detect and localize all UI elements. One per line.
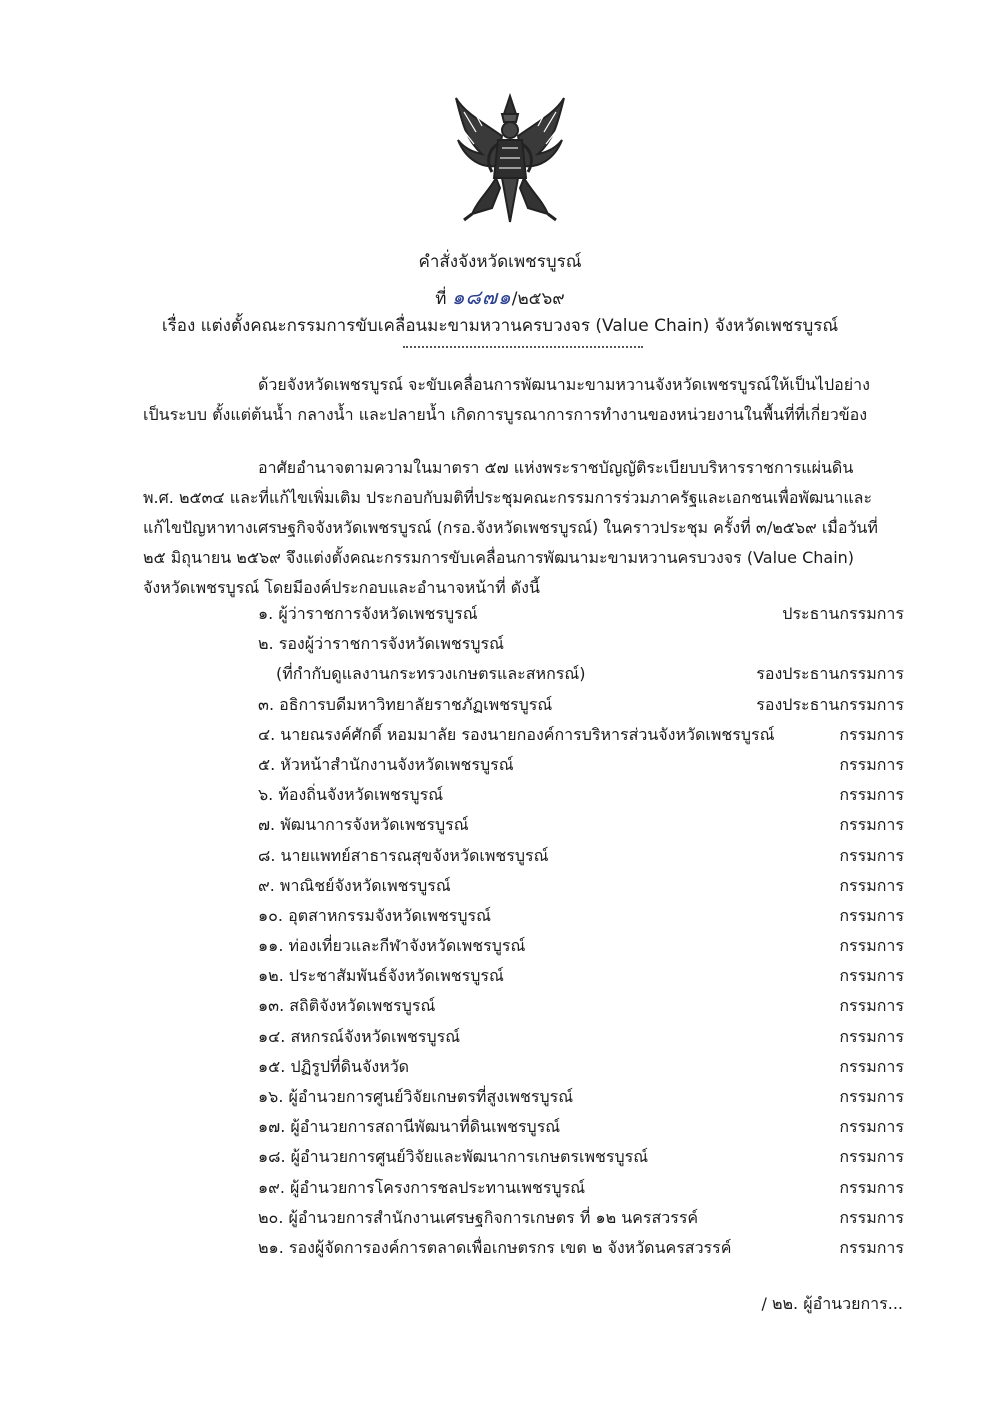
member-role: กรรมการ (839, 724, 904, 744)
member-row (258, 629, 904, 659)
member-role: กรรมการ (839, 936, 904, 956)
member-name: ๑๙. ผู้อำนวยการโครงการชลประทานเพชรบูรณ์ (258, 1177, 586, 1197)
member-role: กรรมการ (839, 1237, 904, 1257)
member-role: กรรมการ (839, 845, 904, 865)
member-row (258, 690, 904, 720)
paragraph-line: แก้ไขปัญหาทางเศรษฐกิจจังหวัดเพชรบูรณ์ (กรอ.จังหวัดเพชรบูรณ์) ในคราวประชุม ครั้งที่ ๓/๒๕๖๙ เมื่อวันที่ (143, 518, 878, 537)
member-row (258, 720, 904, 750)
order-title: คำสั่งจังหวัดเพชรบูรณ์ (418, 252, 582, 272)
member-role: กรรมการ (839, 966, 904, 986)
member-row (258, 1173, 904, 1203)
member-name: ๒๐. ผู้อำนวยการสำนักงานเศรษฐกิจการเกษตร ที่ ๑๒ นครสวรรค์ (258, 1207, 699, 1227)
paragraph-authority (143, 453, 903, 603)
member-row (258, 1142, 904, 1172)
member-row (258, 659, 904, 689)
member-role: รองประธานกรรมการ (756, 664, 904, 684)
member-name: ๑๕. ปฏิรูปที่ดินจังหวัด (258, 1056, 410, 1076)
member-row (258, 991, 904, 1021)
member-role: กรรมการ (839, 996, 904, 1016)
member-name: ๘. นายแพทย์สาธารณสุขจังหวัดเพชรบูรณ์ (258, 845, 549, 865)
member-role: กรรมการ (839, 754, 904, 774)
order-number-handwritten: ๑๘๗๑ (451, 285, 512, 309)
paragraph-line: ๒๕ มิถุนายน ๒๕๖๙ จึงแต่งตั้งคณะกรรมการขับเคลื่อนการพัฒนามะขามหวานครบวงจร (Value Chain) (143, 548, 855, 567)
member-name: ๗. พัฒนาการจังหวัดเพชรบูรณ์ (258, 815, 469, 835)
member-row (258, 841, 904, 871)
member-row (258, 931, 904, 961)
member-role: กรรมการ (839, 1207, 904, 1227)
member-name: ๑๖. ผู้อำนวยการศูนย์วิจัยเกษตรที่สูงเพชรบูรณ์ (258, 1087, 574, 1106)
member-row (258, 1052, 904, 1082)
member-name: ๓. อธิการบดีมหาวิทยาลัยราชภัฏเพชรบูรณ์ (258, 694, 553, 714)
member-name: ๑๗. ผู้อำนวยการสถานีพัฒนาที่ดินเพชรบูรณ์ (258, 1117, 561, 1137)
paragraph-line: เป็นระบบ ตั้งแต่ต้นน้ำ กลางน้ำ และปลายน้ำ เกิดการบูรณาการการทำงานของหน่วยงานในพื้นที่ที่เกี่ยวข้อง (143, 405, 868, 424)
member-name: ๒๑. รองผู้จัดการองค์การตลาดเพื่อเกษตรกร เขต ๒ จังหวัดนครสวรรค์ (258, 1237, 732, 1257)
paragraph-line: จังหวัดเพชรบูรณ์ โดยมีองค์ประกอบและอำนาจหน้าที่ ดังนี้ (143, 578, 540, 597)
paragraph-line: อาศัยอำนาจตามความในมาตรา ๕๗ แห่งพระราชบัญญัติระเบียบบริหารราชการแผ่นดิน (258, 458, 854, 477)
member-role: กรรมการ (839, 785, 904, 805)
member-name: ๑๑. ท่องเที่ยวและกีฬาจังหวัดเพชรบูรณ์ (258, 936, 526, 956)
order-subject: เรื่อง แต่งตั้งคณะกรรมการขับเคลื่อนมะขามหวานครบวงจร (Value Chain) จังหวัดเพชรบูรณ์ (161, 316, 839, 336)
member-role: กรรมการ (839, 905, 904, 925)
member-role: กรรมการ (839, 815, 904, 835)
member-name: ๑. ผู้ว่าราชการจังหวัดเพชรบูรณ์ (258, 604, 478, 623)
member-row (258, 1112, 904, 1142)
member-row (258, 599, 904, 629)
member-row (258, 1203, 904, 1233)
member-role: รองประธานกรรมการ (756, 694, 904, 714)
order-number-prefix: ที่ (435, 289, 447, 309)
member-row (258, 1022, 904, 1052)
member-role: กรรมการ (839, 1026, 904, 1046)
member-role: กรรมการ (839, 1177, 904, 1197)
member-row (258, 1082, 904, 1112)
paragraph-line: ด้วยจังหวัดเพชรบูรณ์ จะขับเคลื่อนการพัฒนามะขามหวานจังหวัดเพชรบูรณ์ให้เป็นไปอย่าง (258, 375, 870, 394)
member-role: กรรมการ (839, 875, 904, 895)
garuda-emblem-icon (452, 92, 568, 226)
order-number-year: /๒๕๖๙ (511, 289, 565, 309)
member-role: กรรมการ (839, 1117, 904, 1137)
member-name: ๑๘. ผู้อำนวยการศูนย์วิจัยและพัฒนาการเกษตรเพชรบูรณ์ (258, 1147, 649, 1167)
member-list (258, 599, 904, 1263)
member-role: กรรมการ (839, 1147, 904, 1167)
member-row (258, 871, 904, 901)
continued-marker: / ๒๒. ผู้อำนวยการ... (761, 1294, 903, 1313)
member-role: กรรมการ (839, 1056, 904, 1076)
member-name: (ที่กำกับดูแลงานกระทรวงเกษตรและสหกรณ์) (276, 664, 586, 684)
member-name: ๕. หัวหน้าสำนักงานจังหวัดเพชรบูรณ์ (258, 754, 514, 774)
member-row (258, 810, 904, 840)
member-name: ๒. รองผู้ว่าราชการจังหวัดเพชรบูรณ์ (258, 634, 504, 654)
member-name: ๙. พาณิชย์จังหวัดเพชรบูรณ์ (258, 875, 451, 895)
member-role: ประธานกรรมการ (782, 604, 904, 623)
member-row (258, 961, 904, 991)
member-role: กรรมการ (839, 1087, 904, 1106)
member-row (258, 750, 904, 780)
member-name: ๑๒. ประชาสัมพันธ์จังหวัดเพชรบูรณ์ (258, 966, 504, 986)
paragraph-line: พ.ศ. ๒๕๓๔ และที่แก้ไขเพิ่มเติม ประกอบกับมติที่ประชุมคณะกรรมการร่วมภาครัฐและเอกชนเพื่อพัฒนาและ (143, 488, 873, 507)
member-row (258, 901, 904, 931)
member-name: ๔. นายณรงค์ศักดิ์ หอมมาลัย รองนายกองค์การบริหารส่วนจังหวัดเพชรบูรณ์ (258, 724, 775, 744)
dotted-separator (403, 344, 643, 348)
member-name: ๑๔. สหกรณ์จังหวัดเพชรบูรณ์ (258, 1026, 461, 1046)
member-row (258, 1233, 904, 1263)
paragraph-intro (143, 370, 903, 430)
member-name: ๑๐. อุตสาหกรรมจังหวัดเพชรบูรณ์ (258, 905, 491, 925)
order-number (0, 281, 1000, 313)
member-row (258, 780, 904, 810)
member-name: ๖. ท้องถิ่นจังหวัดเพชรบูรณ์ (258, 785, 444, 805)
member-name: ๑๓. สถิติจังหวัดเพชรบูรณ์ (258, 996, 436, 1016)
